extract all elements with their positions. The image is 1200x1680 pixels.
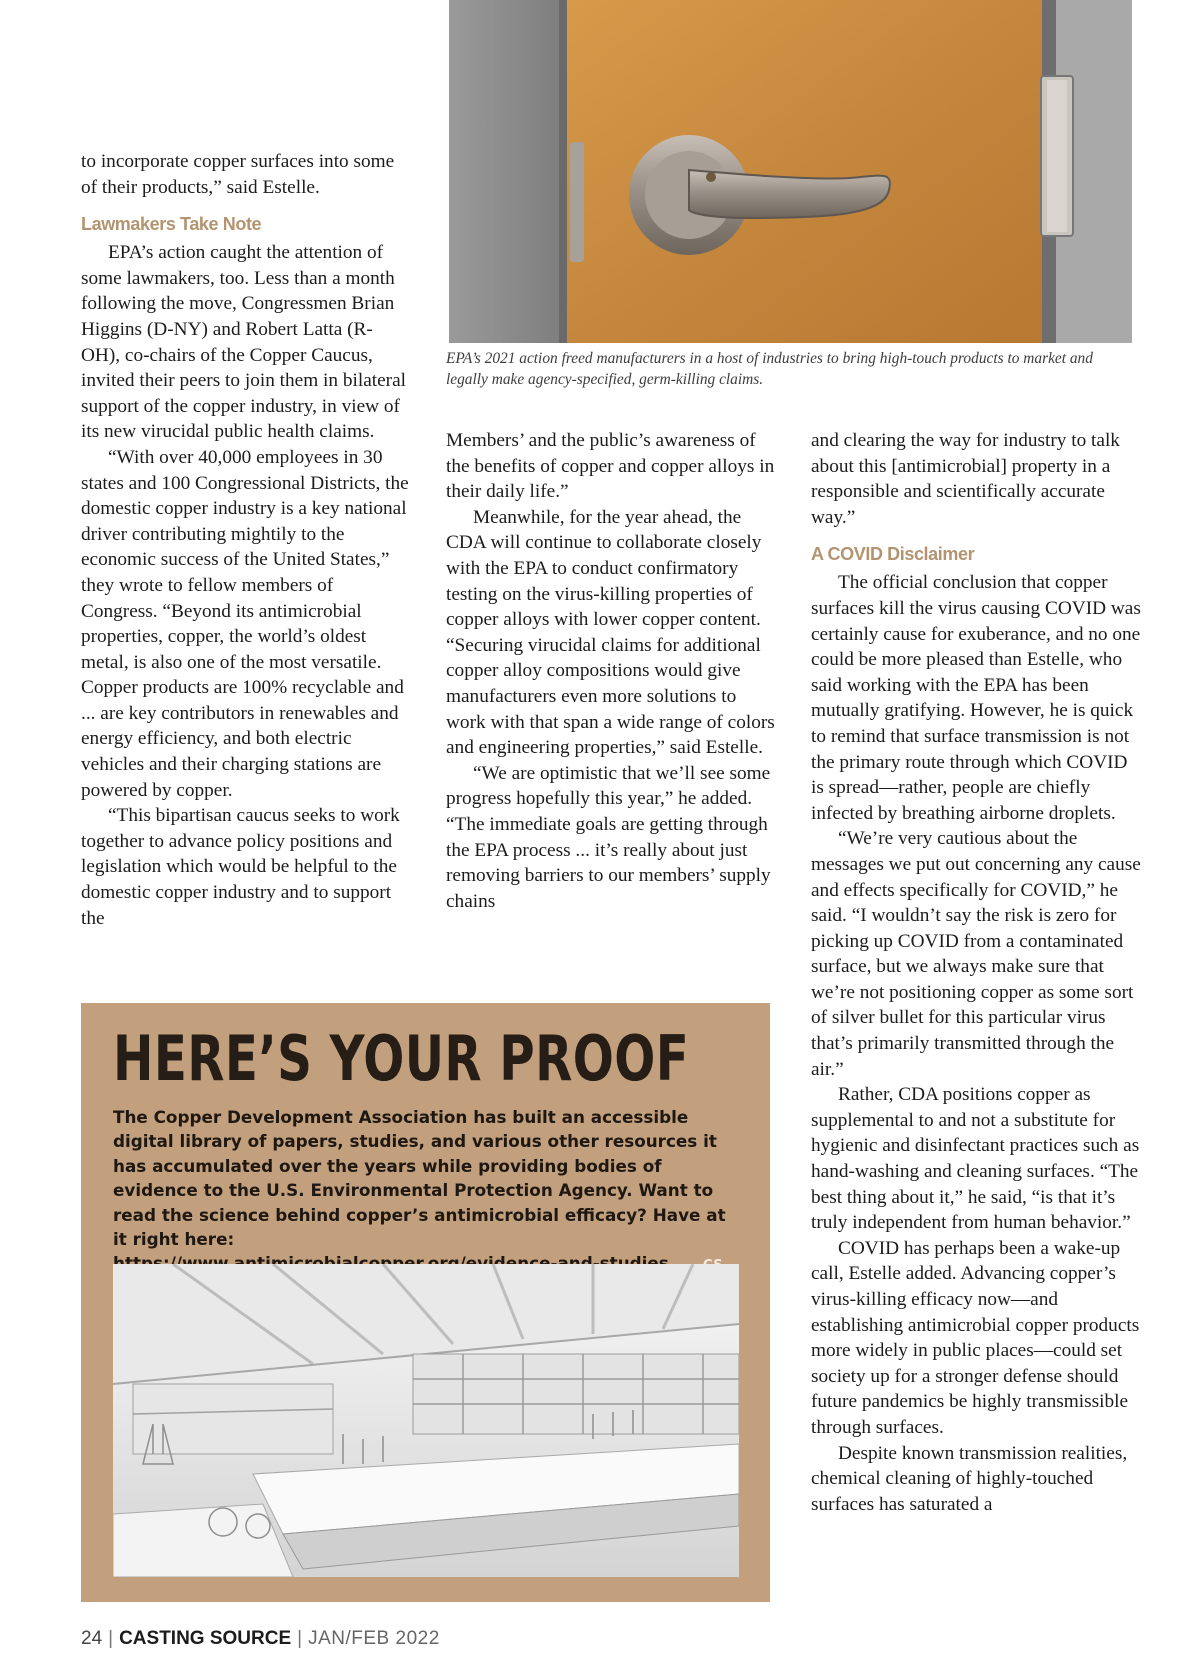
- paragraph: The official conclusion that copper surfaces kill the virus causing COVID was certainly cause for exuberance, and no one could be more pleased than Estelle, who said working with the EPA has been mutually gratifying. However, he is quick to remind that surface transmission is not the primary route through which COVID is spread—rather, people are chiefly infected by breathing airborne droplets.: [811, 572, 1141, 824]
- issue-date: JAN/FEB 2022: [308, 1628, 440, 1649]
- section-heading-lawmakers: Lawmakers Take Note: [81, 214, 262, 235]
- sidebar-body: [113, 1105, 743, 1279]
- section-heading-covid-disclaimer: A COVID Disclaimer: [811, 544, 975, 565]
- paragraph: “We are optimistic that we’ll see some progress hopefully this year,” he added. “The immediate goals are getting through the EPA process ... it’s really about just removing barriers to our members’ supply chains: [446, 762, 771, 912]
- article-column-1: [81, 149, 411, 931]
- paragraph: “We’re very cautious about the messages we put out concerning any cause and effects specifically for COVID,” he said. “I wouldn’t say the risk is zero for picking up COVID from a contaminated surface, but we always make sure that we’re not positioning copper as some sort of silver bullet for this particular virus that’s primarily transmitted through the air.”: [811, 828, 1141, 1080]
- footer-separator: |: [108, 1628, 114, 1649]
- paragraph: and clearing the way for industry to talk about this [antimicrobial] property in a responsible and scientifically accurate way.”: [811, 430, 1120, 528]
- photo-caption: EPA’s 2021 action freed manufacturers in a host of industries to bring high-touch products to market and legally make agency-specified, germ-killing claims.: [446, 350, 1093, 388]
- publication-name: CASTING SOURCE: [119, 1628, 292, 1649]
- paragraph: to incorporate copper surfaces into some of their products,” said Estelle.: [81, 151, 395, 198]
- door-handle-illustration: [449, 0, 1132, 343]
- laboratory-illustration: [113, 1264, 739, 1577]
- footer-separator: |: [297, 1628, 303, 1649]
- paragraph: “This bipartisan caucus seeks to work together to advance policy positions and legislation which would be helpful to the domestic copper industry and to support the: [81, 805, 400, 929]
- proof-sidebar: [81, 1003, 770, 1602]
- paragraph: “With over 40,000 employees in 30 states and 100 Congressional Districts, the domestic copper industry is a key national driver contributing mightily to the economic success of the United States,” they wrote to fellow members of Congress. “Beyond its antimicrobial properties, copper, the world’s oldest metal, is also one of the most versatile. Copper products are 100% recyclable and ... are key contributors in renewables and energy efficiency, and both electric vehicles and their charging stations are powered by copper.: [81, 446, 409, 801]
- paragraph: Despite known transmission realities, chemical cleaning of highly-touched surfaces has saturated a: [811, 1442, 1128, 1515]
- paragraph: Members’ and the public’s awareness of the benefits of copper and copper alloys in their daily life.”: [446, 430, 775, 503]
- door-handle-photo: [449, 0, 1132, 343]
- paragraph: Meanwhile, for the year ahead, the CDA will continue to collaborate closely with the EPA to conduct confirmatory testing on the virus-killing properties of copper alloys with lower copper content. “Securing virucidal claims for additional copper alloy compositions would give manufacturers even more solutions to work with that span a wide range of colors and engineering properties,” said Estelle.: [446, 506, 775, 759]
- paragraph: COVID has perhaps been a wake-up call, Estelle added. Advancing copper’s virus-killing efficacy now—and establishing antimicrobial copper products more widely in public places—could set society up for a stronger defense should future pandemics be highly transmissible through surfaces.: [811, 1237, 1140, 1438]
- sidebar-body-text: The Copper Development Association has built an accessible digital library of papers, studies, and various other resources it has accumulated over the years while providing bodies of evidence to the U.S. Environmental Protection Agency. Want to read the science behind copper’s antimicrobial efficacy? Have at it right here:: [113, 1107, 726, 1250]
- laboratory-photo: [113, 1264, 739, 1577]
- page-number: 24: [81, 1628, 103, 1649]
- sidebar-title: HERE’S YOUR PROOF: [113, 1022, 690, 1095]
- page-footer: [81, 1628, 440, 1650]
- article-column-3: [811, 428, 1141, 1517]
- paragraph: EPA’s action caught the attention of some lawmakers, too. Less than a month following the move, Congressmen Brian Higgins (D-NY) and Robert Latta (R-OH), co-chairs of the Copper Caucus, invited their peers to join them in bilateral support of the copper industry, in view of its new virucidal public health claims.: [81, 242, 407, 443]
- article-column-2: [446, 428, 776, 914]
- paragraph: Rather, CDA positions copper as supplemental to and not a substitute for hygienic and disinfectant practices such as hand-washing and cleaning surfaces. “The best thing about it,” he said, “is that it’s truly independent from human behavior.”: [811, 1084, 1140, 1234]
